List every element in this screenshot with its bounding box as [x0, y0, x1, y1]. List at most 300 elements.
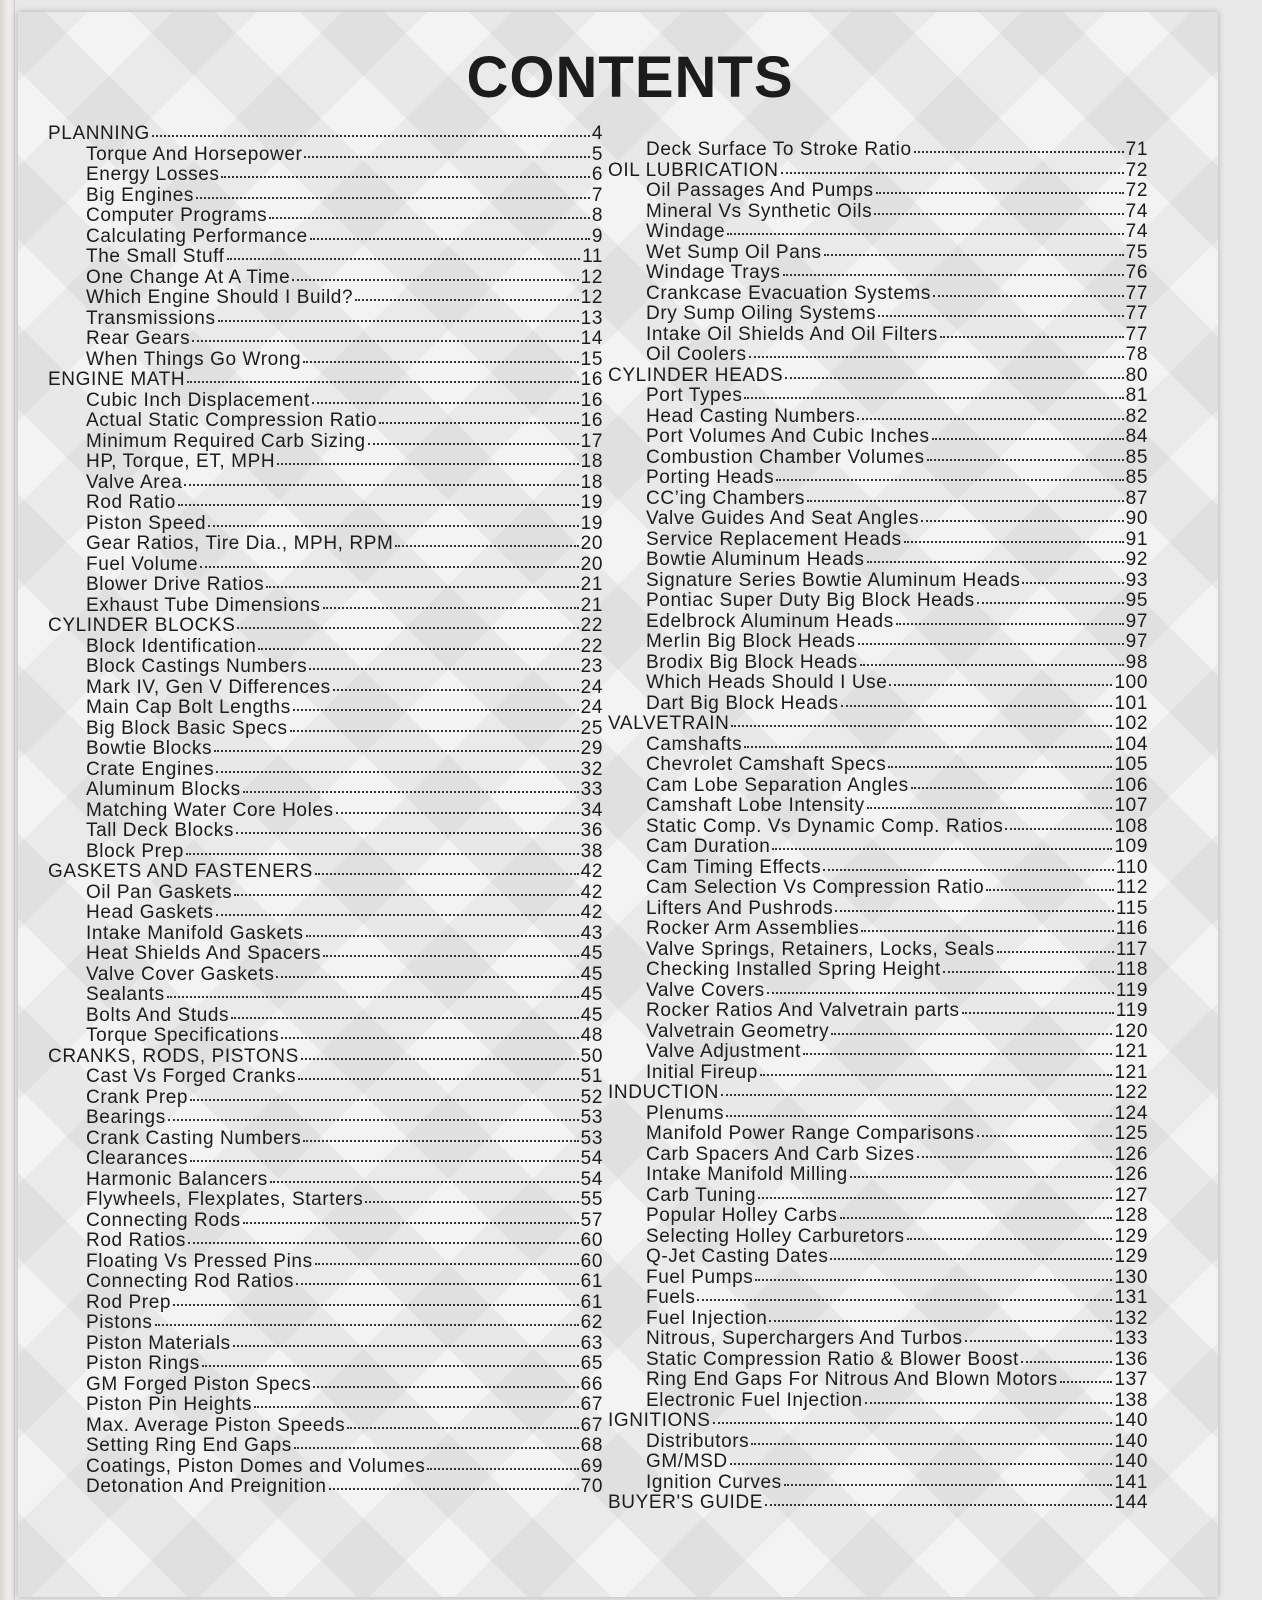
toc-entry-title: Block Identification [86, 635, 257, 657]
toc-page-number: 16 [580, 369, 603, 390]
toc-subentry [48, 575, 603, 596]
toc-subentry [48, 760, 603, 781]
toc-entry-title: CC’ing Chambers [646, 487, 805, 509]
toc-page-number: 45 [580, 1004, 603, 1026]
toc-page-number: 119 [1115, 979, 1148, 1001]
toc-page-number: 72 [1125, 159, 1148, 181]
toc-entry-title: Camshafts [646, 733, 743, 755]
dot-leader [254, 1402, 579, 1408]
dot-leader [962, 1008, 1114, 1014]
toc-subentry [48, 821, 603, 842]
dot-leader [292, 275, 578, 281]
toc-entry-title: Valve Guides And Seat Angles [646, 508, 920, 529]
toc-subentry [608, 407, 1148, 428]
toc-entry-title: Cam Lobe Separation Angles [646, 774, 909, 796]
toc-page-number: 12 [580, 266, 603, 288]
toc-page-number: 34 [580, 799, 603, 821]
toc-entry-title: Big Block Basic Specs [86, 717, 288, 739]
dot-leader [395, 541, 578, 547]
toc-subentry [608, 202, 1148, 223]
toc-subentry [608, 755, 1148, 776]
toc-entry-title: Piston Pin Heights [86, 1394, 253, 1415]
dot-leader [896, 619, 1124, 625]
toc-entry-title: Piston Materials [86, 1332, 231, 1354]
toc-entry-title: Mineral Vs Synthetic Oils [646, 200, 873, 222]
toc-subentry [48, 678, 603, 699]
toc-page-number: 69 [580, 1455, 603, 1477]
toc-subentry [48, 350, 603, 371]
dot-leader [933, 291, 1124, 297]
toc-page-number: 77 [1125, 303, 1148, 324]
toc-section-heading [608, 714, 1148, 735]
contents-page [18, 12, 1218, 1597]
toc-entry-title: Main Cap Bolt Lengths [86, 697, 291, 718]
toc-subentry [48, 842, 603, 863]
toc-page-number: 24 [580, 697, 603, 718]
toc-subentry [608, 1145, 1148, 1166]
toc-subentry [608, 694, 1148, 715]
toc-page-number: 52 [580, 1086, 603, 1108]
toc-subentry [608, 140, 1148, 161]
toc-page-number: 82 [1125, 405, 1148, 427]
toc-subentry [608, 878, 1148, 899]
toc-page-number: 21 [580, 594, 603, 616]
toc-entry-title: Intake Manifold Gaskets [86, 922, 304, 944]
dot-leader [840, 1213, 1113, 1219]
toc-entry-title: Tall Deck Blocks [86, 820, 234, 841]
toc-entry-title: CYLINDER HEADS [608, 364, 784, 386]
toc-entry-title: Cast Vs Forged Cranks [86, 1066, 297, 1087]
toc-entry-title: Combustion Chamber Volumes [646, 446, 925, 468]
toc-page-number: 81 [1125, 385, 1148, 406]
toc-subentry [608, 591, 1148, 612]
dot-leader [857, 414, 1123, 420]
dot-leader [258, 644, 578, 650]
dot-leader [878, 311, 1123, 317]
dot-leader [218, 316, 579, 322]
toc-entry-title: Detonation And Preignition [86, 1476, 327, 1497]
toc-page-number: 80 [1125, 364, 1148, 386]
toc-subentry [48, 1313, 603, 1334]
toc-page-number: 66 [580, 1373, 603, 1395]
toc-entry-title: Checking Installed Spring Height [646, 959, 941, 980]
dot-leader [783, 270, 1124, 276]
toc-page-number: 36 [580, 820, 603, 841]
toc-entry-title: Fuel Pumps [646, 1266, 754, 1288]
dot-leader [803, 1049, 1112, 1055]
toc-subentry [608, 325, 1148, 346]
toc-entry-title: Chevrolet Camshaft Specs [646, 754, 887, 775]
dot-leader [977, 598, 1124, 604]
dot-leader [208, 521, 578, 527]
toc-page-number: 120 [1114, 1020, 1148, 1042]
toc-page-number: 51 [580, 1066, 603, 1087]
adjacent-page-edge [0, 0, 15, 1600]
toc-page-number: 124 [1114, 1102, 1148, 1124]
dot-leader [155, 1320, 579, 1326]
toc-subentry [48, 1067, 603, 1088]
toc-entry-title: Setting Ring End Gaps [86, 1435, 292, 1456]
toc-subentry [48, 309, 603, 330]
toc-subentry [608, 1473, 1148, 1494]
toc-page-number: 60 [580, 1230, 603, 1251]
dot-leader [190, 1156, 579, 1162]
toc-entry-title: Transmissions [86, 307, 216, 329]
toc-page-number: 53 [580, 1107, 603, 1128]
dot-leader [744, 742, 1112, 748]
dot-leader [772, 844, 1112, 850]
toc-page-number: 19 [580, 512, 603, 534]
toc-entry-title: Fuels [646, 1287, 696, 1308]
toc-entry-title: Piston Rings [86, 1353, 200, 1374]
toc-page-number: 68 [580, 1435, 603, 1456]
toc-page-number: 12 [580, 287, 603, 308]
toc-page-number: 90 [1125, 508, 1148, 529]
toc-entry-title: Valve Covers [646, 979, 765, 1001]
toc-subentry [48, 1190, 603, 1211]
toc-section-heading [608, 161, 1148, 182]
toc-entry-title: Cam Duration [646, 836, 771, 857]
dot-leader [874, 209, 1123, 215]
toc-page-number: 65 [580, 1353, 603, 1374]
toc-entry-title: Pontiac Super Duty Big Block Heads [646, 590, 975, 611]
toc-entry-title: Bowtie Aluminum Heads [646, 549, 865, 570]
toc-entry-title: BUYER'S GUIDE [608, 1492, 764, 1513]
toc-page-number: 32 [580, 758, 603, 780]
toc-page-number: 109 [1114, 836, 1148, 857]
dot-leader [379, 418, 579, 424]
toc-page-number: 4 [591, 123, 603, 144]
toc-entry-title: PLANNING [48, 123, 150, 144]
toc-entry-title: Rod Ratios [86, 1230, 186, 1251]
toc-subentry [608, 1350, 1148, 1371]
toc-entry-title: Port Volumes And Cubic Inches [646, 426, 930, 447]
dot-leader [184, 480, 578, 486]
toc-page-number: 11 [582, 246, 603, 267]
toc-section-heading [608, 1493, 1148, 1514]
toc-subentry [48, 1416, 603, 1437]
toc-subentry [48, 391, 603, 412]
toc-entry-title: Rod Prep [86, 1291, 172, 1313]
toc-page-number: 42 [580, 902, 603, 923]
toc-entry-title: Bowtie Blocks [86, 738, 213, 759]
toc-entry-title: Selecting Holley Carburetors [646, 1225, 905, 1247]
toc-subentry [48, 1334, 603, 1355]
toc-page-number: 108 [1114, 815, 1148, 837]
toc-entry-title: Cam Selection Vs Compression Ratio [646, 877, 985, 898]
toc-subentry [48, 514, 603, 535]
dot-leader [765, 1500, 1112, 1506]
toc-subentry [48, 944, 603, 965]
toc-entry-title: Minimum Required Carb Sizing [86, 430, 366, 452]
toc-entry-title: Carb Tuning [646, 1184, 757, 1206]
toc-page-number: 95 [1125, 590, 1148, 611]
toc-page-number: 92 [1125, 549, 1148, 570]
toc-subentry [608, 1124, 1148, 1145]
toc-page-number: 29 [580, 738, 603, 759]
toc-subentry [608, 1165, 1148, 1186]
dot-leader [231, 1013, 579, 1019]
toc-entry-title: Camshaft Lobe Intensity [646, 795, 865, 816]
toc-entry-title: Rocker Arm Assemblies [646, 918, 860, 939]
toc-subentry [608, 427, 1148, 448]
toc-page-number: 105 [1114, 754, 1148, 775]
dot-leader [940, 332, 1124, 338]
dot-leader [315, 869, 579, 875]
toc-entry-title: Bearings [86, 1107, 166, 1128]
dot-leader [310, 234, 590, 240]
toc-page-number: 54 [580, 1168, 603, 1190]
dot-leader [276, 972, 578, 978]
dot-leader [731, 721, 1112, 727]
toc-page-number: 133 [1114, 1328, 1148, 1349]
toc-entry-title: CYLINDER BLOCKS [48, 615, 236, 636]
toc-entry-title: Plenums [646, 1102, 725, 1124]
toc-subentry [608, 509, 1148, 530]
dot-leader [323, 951, 579, 957]
toc-entry-title: Electronic Fuel Injection [646, 1389, 863, 1411]
dot-leader [784, 1480, 1113, 1486]
dot-leader [917, 1152, 1113, 1158]
toc-entry-title: INDUCTION [608, 1082, 719, 1103]
toc-entry-title: Initial Fireup [646, 1061, 758, 1083]
toc-page-number: 61 [580, 1291, 603, 1313]
toc-page-number: 122 [1114, 1082, 1148, 1103]
dot-leader [965, 1336, 1113, 1342]
toc-entry-title: Oil Passages And Pumps [646, 180, 874, 201]
dot-leader [1021, 1357, 1113, 1363]
toc-column-left [48, 124, 603, 1498]
toc-entry-title: Max. Average Piston Speeds [86, 1414, 346, 1436]
toc-page-number: 6 [591, 164, 603, 185]
dot-leader [867, 803, 1113, 809]
toc-entry-title: IGNITIONS [608, 1410, 711, 1431]
toc-entry-title: Oil Pan Gaskets [86, 881, 233, 903]
toc-subentry [48, 596, 603, 617]
toc-page-number: 42 [580, 861, 603, 882]
toc-column-right [608, 140, 1148, 1514]
toc-subentry [48, 1088, 603, 1109]
dot-leader [365, 1197, 578, 1203]
dot-leader [730, 1459, 1113, 1465]
toc-subentry [48, 411, 603, 432]
toc-entry-title: Connecting Rod Ratios [86, 1271, 294, 1292]
toc-entry-title: Cam Timing Effects [646, 856, 822, 878]
toc-page-number: 77 [1125, 282, 1148, 304]
toc-page-number: 19 [580, 492, 603, 513]
toc-subentry [608, 981, 1148, 1002]
toc-section-heading [48, 124, 603, 145]
toc-page-number: 128 [1114, 1205, 1148, 1226]
dot-leader [266, 582, 578, 588]
dot-leader [831, 1029, 1112, 1035]
toc-section-heading [48, 1047, 603, 1068]
toc-subentry [608, 243, 1148, 264]
toc-page-number: 18 [580, 471, 603, 493]
toc-subentry [608, 1452, 1148, 1473]
toc-subentry [48, 555, 603, 576]
toc-page-number: 70 [580, 1476, 603, 1497]
toc-subentry [608, 817, 1148, 838]
toc-page-number: 144 [1114, 1492, 1148, 1513]
toc-entry-title: Valvetrain Geometry [646, 1020, 830, 1042]
toc-section-heading [48, 616, 603, 637]
dot-leader [236, 828, 579, 834]
toc-subentry [608, 632, 1148, 653]
dot-leader [721, 1090, 1113, 1096]
dot-leader [178, 500, 579, 506]
toc-entry-title: Rocker Ratios And Valvetrain parts [646, 1000, 960, 1021]
toc-entry-title: Piston Speed [86, 512, 207, 534]
dot-leader [277, 459, 578, 465]
toc-entry-title: Crank Prep [86, 1086, 189, 1108]
toc-subentry [48, 1129, 603, 1150]
toc-page-number: 20 [580, 553, 603, 575]
toc-subentry [48, 1252, 603, 1273]
toc-entry-title: Blower Drive Ratios [86, 574, 265, 595]
dot-leader [776, 475, 1123, 481]
dot-leader [830, 1254, 1112, 1260]
toc-entry-title: Flywheels, Flexplates, Starters [86, 1189, 364, 1210]
toc-subentry [48, 1375, 603, 1396]
dot-leader [221, 172, 589, 178]
toc-entry-title: Deck Surface To Stroke Ratio [646, 139, 912, 160]
dot-leader [861, 926, 1114, 932]
dot-leader [315, 1259, 579, 1265]
toc-entry-title: Head Gaskets [86, 902, 214, 923]
toc-page-number: 129 [1114, 1246, 1148, 1267]
dot-leader [152, 131, 590, 137]
dot-leader [865, 1398, 1113, 1404]
toc-subentry [48, 329, 603, 350]
dot-leader [296, 1279, 579, 1285]
toc-subentry [48, 801, 603, 822]
toc-page-number: 57 [580, 1209, 603, 1231]
toc-entry-title: OIL LUBRICATION [608, 159, 779, 181]
dot-leader [427, 1464, 578, 1470]
dot-leader [309, 664, 578, 670]
dot-leader [824, 250, 1124, 256]
toc-entry-title: The Small Stuff [86, 246, 225, 267]
toc-page-number: 67 [580, 1414, 603, 1436]
toc-entry-title: Dart Big Block Heads [646, 692, 839, 714]
toc-entry-title: Ring End Gaps For Nitrous And Blown Motors [646, 1369, 1058, 1390]
dot-leader [726, 1111, 1112, 1117]
toc-entry-title: Rod Ratio [86, 492, 176, 513]
toc-entry-title: Gear Ratios, Tire Dia., MPH, RPM [86, 533, 394, 554]
toc-subentry [608, 796, 1148, 817]
dot-leader [303, 1136, 578, 1142]
toc-entry-title: Heat Shields And Spacers [86, 943, 322, 964]
toc-subentry [48, 657, 603, 678]
dot-leader [290, 726, 579, 732]
toc-page-number: 42 [580, 881, 603, 903]
dot-leader [927, 455, 1124, 461]
toc-entry-title: Porting Heads [646, 467, 775, 488]
dot-leader [304, 152, 589, 158]
toc-subentry [48, 227, 603, 248]
toc-entry-title: Intake Manifold Milling [646, 1164, 848, 1185]
dot-leader [850, 1172, 1113, 1178]
dot-leader [196, 193, 590, 199]
toc-entry-title: Sealants [86, 984, 165, 1005]
toc-page-number: 21 [580, 574, 603, 595]
toc-entry-title: Torque Specifications [86, 1025, 280, 1046]
toc-entry-title: CRANKS, RODS, PISTONS [48, 1045, 299, 1067]
toc-entry-title: Oil Coolers [646, 344, 747, 365]
toc-page-number: 22 [580, 635, 603, 657]
toc-section-heading [608, 1411, 1148, 1432]
toc-subentry [608, 673, 1148, 694]
toc-subentry [608, 386, 1148, 407]
dot-leader [986, 885, 1114, 891]
toc-page-number: 131 [1114, 1287, 1148, 1308]
toc-page-number: 132 [1114, 1307, 1148, 1329]
toc-page-number: 45 [580, 963, 603, 985]
dot-leader [858, 639, 1124, 645]
toc-page-number: 121 [1114, 1061, 1148, 1083]
dot-leader [781, 168, 1124, 174]
dot-leader [904, 537, 1124, 543]
toc-entry-title: Valve Springs, Retainers, Locks, Seals [646, 938, 995, 960]
toc-entry-title: Calculating Performance [86, 225, 308, 247]
dot-leader [355, 295, 579, 301]
toc-subentry [48, 1293, 603, 1314]
toc-subentry [608, 1186, 1148, 1207]
toc-page-number: 62 [580, 1312, 603, 1333]
dot-leader [807, 496, 1124, 502]
dot-leader [932, 434, 1124, 440]
toc-page-number: 125 [1114, 1123, 1148, 1144]
toc-page-number: 13 [580, 307, 603, 329]
toc-page-number: 130 [1114, 1266, 1148, 1288]
toc-subentry [48, 493, 603, 514]
toc-subentry [608, 858, 1148, 879]
toc-page-number: 14 [580, 328, 603, 349]
toc-page-number: 119 [1115, 1000, 1148, 1021]
toc-subentry [48, 965, 603, 986]
toc-subentry [48, 1395, 603, 1416]
toc-subentry [608, 1391, 1148, 1412]
toc-entry-title: When Things Go Wrong [86, 348, 302, 370]
toc-entry-title: Valve Adjustment [646, 1041, 801, 1062]
toc-subentry [608, 776, 1148, 797]
dot-leader [997, 947, 1114, 953]
toc-page-number: 16 [580, 410, 603, 431]
toc-page-number: 15 [580, 348, 603, 370]
toc-subentry [48, 883, 603, 904]
dot-leader [1022, 578, 1123, 584]
dot-leader [713, 1418, 1113, 1424]
toc-page-number: 97 [1125, 631, 1148, 652]
toc-subentry [48, 1477, 603, 1498]
toc-subentry [608, 735, 1148, 756]
toc-subentry [48, 165, 603, 186]
toc-entry-title: Bolts And Studs [86, 1004, 230, 1026]
toc-subentry [608, 1268, 1148, 1289]
toc-page-number: 127 [1114, 1184, 1148, 1206]
toc-entry-title: Coatings, Piston Domes and Volumes [86, 1455, 426, 1477]
toc-subentry [48, 924, 603, 945]
toc-entry-title: Computer Programs [86, 205, 268, 226]
toc-entry-title: Distributors [646, 1430, 750, 1452]
toc-subentry [48, 1231, 603, 1252]
toc-page-number: 93 [1125, 569, 1148, 591]
dot-leader [1005, 824, 1112, 830]
toc-entry-title: Which Engine Should I Build? [86, 287, 354, 308]
toc-subentry [48, 1457, 603, 1478]
dot-leader [192, 336, 578, 342]
